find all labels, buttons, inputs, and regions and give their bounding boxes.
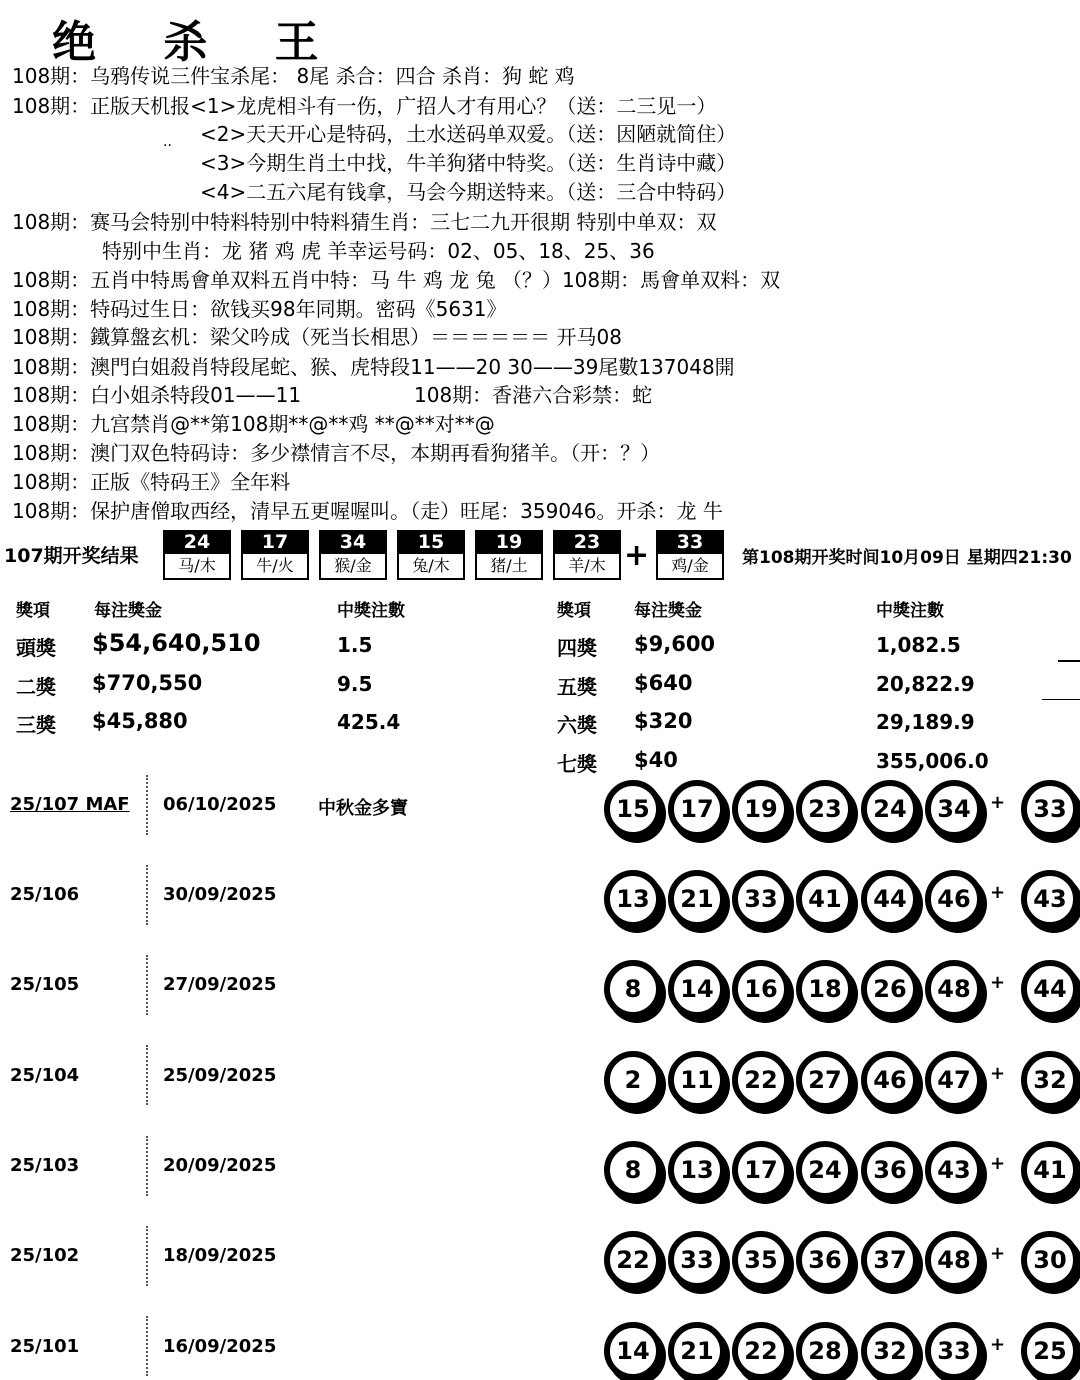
number-ball: 44 — [861, 870, 919, 928]
number-ball: 21 — [668, 1322, 726, 1380]
divider — [146, 955, 148, 1015]
tip-line: <3>今期生肖土中找，牛羊狗猪中特奖。（送：生肖诗中藏） — [200, 151, 737, 175]
number-ball: 37 — [861, 1231, 919, 1289]
special-ball: 30 — [1021, 1231, 1079, 1289]
result-ball — [397, 530, 465, 582]
number-ball: 19 — [732, 780, 790, 838]
tip-line: 特别中生肖：龙 猪 鸡 虎 羊幸运号码：02、05、18、25、36 — [102, 239, 655, 263]
prize-amount: $40 — [634, 748, 678, 772]
ball-zodiac: 马/木 — [163, 554, 231, 580]
prize-count: 1.5 — [337, 633, 373, 657]
tip-line: 108期：香港六合彩禁：蛇 — [414, 383, 653, 407]
number-ball: 33 — [668, 1231, 726, 1289]
draw-date: 30/09/2025 — [163, 884, 277, 905]
number-ball: 8 — [604, 1141, 662, 1199]
number-ball: 34 — [925, 780, 983, 838]
number-ball: 16 — [732, 960, 790, 1018]
number-ball: 14 — [668, 960, 726, 1018]
number-ball: 33 — [925, 1322, 983, 1380]
tip-mark: .. — [163, 134, 172, 150]
prize-name: 六獎 — [557, 713, 597, 737]
prize-name: 頭獎 — [16, 636, 56, 660]
special-ball: 41 — [1021, 1141, 1079, 1199]
plus-icon: + — [990, 1334, 1006, 1355]
tip-line: 108期：正版天机报<1>龙虎相斗有一伤，广招人才有用心？（送：二三见一） — [12, 94, 717, 118]
prize-count: 355,006.0 — [876, 749, 989, 773]
prize-name: 三獎 — [16, 713, 56, 737]
draw-id: 25/101 — [10, 1336, 80, 1357]
ball-zodiac: 猴/金 — [319, 554, 387, 580]
divider — [146, 865, 148, 925]
prize-amount: $54,640,510 — [92, 629, 261, 657]
prize-header: 獎項 — [16, 601, 50, 621]
number-ball: 35 — [732, 1231, 790, 1289]
special-ball: 43 — [1021, 870, 1079, 928]
draw-link[interactable]: 25/107 MAF — [10, 794, 130, 815]
prize-header: 每注獎金 — [634, 601, 702, 621]
tip-line: 108期：乌鸦传说三件宝杀尾： 8尾 杀合：四合 杀肖：狗 蛇 鸡 — [12, 64, 575, 88]
number-ball: 8 — [604, 960, 662, 1018]
number-ball: 15 — [604, 780, 662, 838]
number-ball: 41 — [796, 870, 854, 928]
draw-date: 25/09/2025 — [163, 1065, 277, 1086]
number-ball: 14 — [604, 1322, 662, 1380]
divider — [1058, 660, 1080, 662]
draw-date: 20/09/2025 — [163, 1155, 277, 1176]
special-ball: 44 — [1021, 960, 1079, 1018]
number-ball: 24 — [861, 780, 919, 838]
ball-zodiac: 牛/火 — [241, 554, 309, 580]
prize-header: 中獎注數 — [337, 601, 405, 621]
divider — [146, 1136, 148, 1196]
ball-number: 24 — [163, 530, 231, 554]
prize-header: 獎項 — [557, 601, 591, 621]
number-ball: 27 — [796, 1051, 854, 1109]
prize-amount: $45,880 — [92, 709, 188, 733]
prize-header: 中獎注數 — [876, 601, 944, 621]
number-ball: 22 — [732, 1051, 790, 1109]
tip-line: 108期：保护唐僧取西经，清早五更喔喔叫。（走）旺尾：359046。开杀：龙 牛 — [12, 499, 723, 523]
tip-line: 108期：正版《特码王》全年料 — [12, 470, 291, 494]
draw-id: 25/105 — [10, 974, 80, 995]
draw-id: 25/106 — [10, 884, 80, 905]
ball-number: 33 — [656, 530, 724, 554]
draw-id: 25/102 — [10, 1245, 80, 1266]
plus-icon: + — [990, 1153, 1006, 1174]
prize-amount: $9,600 — [634, 632, 716, 656]
number-ball: 13 — [604, 870, 662, 928]
ball-number: 15 — [397, 530, 465, 554]
ball-zodiac: 鸡/金 — [656, 554, 724, 580]
number-ball: 22 — [732, 1322, 790, 1380]
tip-line: <2>天天开心是特码，土水送码单双爱。（送：因陋就简住） — [200, 122, 737, 146]
number-ball: 43 — [925, 1141, 983, 1199]
draw-date: 06/10/2025 — [163, 794, 277, 815]
draw-date: 16/09/2025 — [163, 1336, 277, 1357]
plus-icon: + — [990, 792, 1006, 813]
divider — [146, 1045, 148, 1105]
tip-line: 108期：特码过生日：欲钱买98年同期。密码《5631》 — [12, 297, 507, 321]
number-ball: 23 — [796, 780, 854, 838]
plus-icon: + — [624, 538, 650, 573]
divider — [1042, 699, 1080, 700]
draw-date: 18/09/2025 — [163, 1245, 277, 1266]
prize-name: 五獎 — [557, 675, 597, 699]
tip-line: 108期：澳門白姐殺肖特段尾蛇、猴、虎特段11——20 30——39尾數137048開 — [12, 355, 735, 379]
number-ball: 36 — [796, 1231, 854, 1289]
number-ball: 48 — [925, 1231, 983, 1289]
draw-id: 25/103 — [10, 1155, 80, 1176]
number-ball: 13 — [668, 1141, 726, 1199]
number-ball: 26 — [861, 960, 919, 1018]
plus-icon: + — [990, 882, 1006, 903]
prize-amount: $640 — [634, 671, 693, 695]
number-ball: 48 — [925, 960, 983, 1018]
tip-line: <4>二五六尾有钱拿，马会今期送特来。（送：三合中特码） — [200, 180, 737, 204]
number-ball: 17 — [732, 1141, 790, 1199]
draw-date: 27/09/2025 — [163, 974, 277, 995]
number-ball: 46 — [861, 1051, 919, 1109]
number-ball: 22 — [604, 1231, 662, 1289]
tip-line: 108期：白小姐杀特段01——11 — [12, 383, 302, 407]
result-ball — [319, 530, 387, 582]
prize-header: 每注獎金 — [94, 601, 162, 621]
special-ball: 33 — [1021, 780, 1079, 838]
plus-icon: + — [990, 972, 1006, 993]
result-label: 107期开奖结果 — [4, 545, 139, 567]
prize-name: 二獎 — [16, 675, 56, 699]
divider — [146, 1226, 148, 1286]
number-ball: 11 — [668, 1051, 726, 1109]
special-ball — [656, 530, 724, 582]
tip-line: 108期：澳门双色特码诗：多少襟情言不尽，本期再看狗猪羊。（开：？） — [12, 441, 661, 465]
ball-number: 17 — [241, 530, 309, 554]
number-ball: 18 — [796, 960, 854, 1018]
number-ball: 2 — [604, 1051, 662, 1109]
prize-count: 20,822.9 — [876, 672, 975, 696]
prize-count: 425.4 — [337, 710, 401, 734]
page-title: 绝 杀 王 — [52, 17, 345, 68]
ball-number: 34 — [319, 530, 387, 554]
ball-number: 19 — [475, 530, 543, 554]
number-ball: 33 — [732, 870, 790, 928]
special-ball: 32 — [1021, 1051, 1079, 1109]
result-ball — [163, 530, 231, 582]
divider — [146, 775, 148, 835]
special-ball: 25 — [1021, 1322, 1079, 1380]
tip-line: 108期：赛马会特别中特料特别中特料猜生肖：三七二九开很期 特别中单双：双 — [12, 210, 717, 234]
tip-line: 108期：鐵算盤玄机：梁父吟成（死当长相思）＝＝＝＝＝＝ 开马08 — [12, 325, 622, 349]
tip-line: 108期：九宫禁肖@**第108期**@**鸡 **@**对**@ — [12, 412, 495, 436]
result-ball — [241, 530, 309, 582]
divider — [146, 1316, 148, 1376]
result-ball — [475, 530, 543, 582]
prize-amount: $320 — [634, 709, 693, 733]
number-ball: 46 — [925, 870, 983, 928]
prize-count: 9.5 — [337, 672, 373, 696]
number-ball: 24 — [796, 1141, 854, 1199]
next-draw-time: 第108期开奖时间10月09日 星期四21:30 — [742, 548, 1072, 568]
number-ball: 36 — [861, 1141, 919, 1199]
prize-count: 1,082.5 — [876, 633, 961, 657]
ball-zodiac: 羊/木 — [553, 554, 621, 580]
number-ball: 21 — [668, 870, 726, 928]
prize-name: 四獎 — [557, 636, 597, 660]
draw-id: 25/104 — [10, 1065, 80, 1086]
prize-count: 29,189.9 — [876, 710, 975, 734]
ball-number: 23 — [553, 530, 621, 554]
plus-icon: + — [990, 1063, 1006, 1084]
tip-line: 108期：五肖中特馬會单双料五肖中特：马 牛 鸡 龙 兔 （？）108期：馬會单双料：双 — [12, 268, 781, 292]
number-ball: 28 — [796, 1322, 854, 1380]
number-ball: 17 — [668, 780, 726, 838]
ball-zodiac: 兔/木 — [397, 554, 465, 580]
prize-name: 七獎 — [557, 752, 597, 776]
number-ball: 32 — [861, 1322, 919, 1380]
draw-note: 中秋金多寶 — [318, 798, 408, 819]
number-ball: 47 — [925, 1051, 983, 1109]
prize-amount: $770,550 — [92, 671, 203, 695]
result-ball — [553, 530, 621, 582]
ball-zodiac: 猪/土 — [475, 554, 543, 580]
plus-icon: + — [990, 1243, 1006, 1264]
